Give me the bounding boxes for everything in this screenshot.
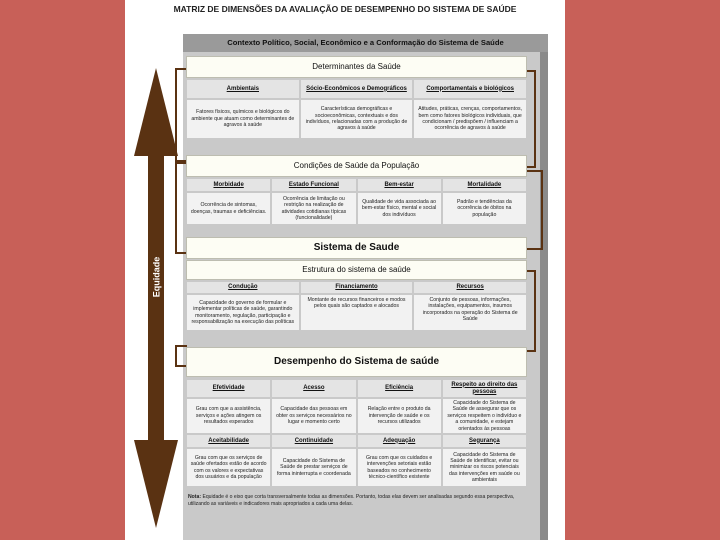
equity-label-wrap	[144, 248, 168, 306]
performance-seguranca-desc: Capacidade do Sistema de Saúde de identificar, evitar ou minimizar os riscos potenciais das intervenções em saúde ou ambientais	[443, 449, 526, 486]
condition-estado-funcional-header: Estado Funcional	[272, 179, 355, 191]
right-bracket-determinants	[526, 70, 536, 168]
structure-financiamento-header: Financiamento	[301, 282, 413, 293]
performance-eficiencia-desc: Relação entre o produto da intervenção de saúde e os recursos utilizados	[358, 399, 441, 433]
performance-title: Desempenho do Sistema de saúde	[187, 348, 526, 376]
right-bracket-structure	[526, 270, 536, 352]
performance-acesso-header: Acesso	[272, 380, 355, 397]
right-bracket-system	[526, 170, 543, 250]
performance-adequacao-header: Adequação	[358, 435, 441, 447]
determinant-socioeconomicos-desc: Características demográficas e socioeconômicas, contextuais e dos indivíduos, relacionadas com a produção de agravos à saúde	[301, 100, 413, 138]
determinant-ambientais-desc: Fatores físicos, químicos e biológicos do ambiente que atuam como determinantes de agravos à saúde	[187, 100, 299, 138]
structure-grid	[187, 282, 526, 330]
performance-efetividade-desc: Grau com que a assistência, serviços e ações atingem os resultados esperados	[187, 399, 270, 433]
performance-seguranca-header: Segurança	[443, 435, 526, 447]
performance-grid	[187, 380, 526, 486]
footnote-text: Equidade é o eixo que corta transversalmente todas as dimensões. Portanto, todas elas devem ser analisadas segundo essa perspectiva, utilizando as variáveis e indicadores mais apropriados a cada uma delas.	[188, 494, 515, 508]
structure-financiamento-desc: Montante de recursos financeiros e modos pelos quais são captados e alocados	[301, 295, 413, 330]
structure-title: Estrutura do sistema de saúde	[187, 261, 526, 279]
performance-aceitabilidade-desc: Grau com que os serviços de saúde ofertados estão de acordo com os valores e expectativas dos usuários e da população	[187, 449, 270, 486]
performance-continuidade-desc: Capacidade do Sistema de Saúde de prestar serviços de forma ininterrupta e coordenada	[272, 449, 355, 486]
determinant-ambientais-header: Ambientais	[187, 80, 299, 98]
condition-estado-funcional-desc: Ocorrência de limitação ou restrição na realização de atividades cotidianas típicas (funcionalidade)	[272, 193, 355, 224]
condition-bem-estar-header: Bem-estar	[358, 179, 441, 191]
left-bracket-determinants	[175, 68, 187, 162]
performance-respeito-desc: Capacidade do Sistema de Saúde de assegurar que os serviços respeitem o indivíduo e a comunidade, e estejam orientados às pessoas	[443, 399, 526, 433]
performance-aceitabilidade-header: Aceitabilidade	[187, 435, 270, 447]
equity-label: Equidade	[151, 256, 162, 298]
footnote	[188, 494, 533, 508]
conditions-title: Condições de Saúde da População	[187, 156, 526, 176]
determinants-title: Determinantes da Saúde	[187, 57, 526, 77]
determinant-comportamentais-header: Comportamentais e biológicos	[414, 80, 526, 98]
health-system-title: Sistema de Saude	[187, 238, 526, 258]
condition-morbidade-header: Morbidade	[187, 179, 270, 191]
conditions-grid	[187, 179, 526, 224]
condition-bem-estar-desc: Qualidade de vida associada ao bem-estar físico, mental e social dos indivíduos	[358, 193, 441, 224]
condition-morbidade-desc: Ocorrência de sintomas, doenças, traumas e deficiências.	[187, 193, 270, 224]
performance-respeito-header: Respeito ao direito das pessoas	[443, 380, 526, 397]
performance-acesso-desc: Capacidade das pessoas em obter os serviços necessários no lugar e momento certo	[272, 399, 355, 433]
determinant-socioeconomicos-header: Sócio-Econômicos e Demográficos	[301, 80, 413, 98]
condition-mortalidade-header: Mortalidade	[443, 179, 526, 191]
structure-conducao-header: Condução	[187, 282, 299, 293]
performance-eficiencia-header: Eficiência	[358, 380, 441, 397]
condition-mortalidade-desc: Padrão e tendências da ocorrência de óbitos na população	[443, 193, 526, 224]
structure-recursos-desc: Conjunto de pessoas, informações, instalações, equipamentos, insumos incorporados na operação do Sistema de Saúde	[414, 295, 526, 330]
page-title: MATRIZ DE DIMENSÕES DA AVALIAÇÃO DE DESEMPENHO DO SISTEMA DE SAÚDE	[173, 4, 517, 14]
performance-adequacao-desc: Grau com que os cuidados e intervenções setoriais estão baseados no conhecimento técnico-científico existente	[358, 449, 441, 486]
performance-efetividade-header: Efetividade	[187, 380, 270, 397]
footnote-label: Nota:	[188, 494, 202, 500]
determinants-grid	[187, 80, 526, 138]
left-bracket-conditions	[175, 162, 187, 254]
left-bracket-performance	[175, 345, 187, 367]
matrix-block-side	[540, 34, 548, 540]
determinant-comportamentais-desc: Atitudes, práticas, crenças, comportamentos, bem como fatores biológicos individuais, que condicionam / predispõem / influenciam a ocorrência de agravos à saúde	[414, 100, 526, 138]
structure-conducao-desc: Capacidade do governo de formular e implementar políticas de saúde, garantindo monitoramento, regulação, participação e responsabilização na execução das políticas	[187, 295, 299, 330]
context-header: Contexto Político, Social, Econômico e a Conformação do Sistema de Saúde	[183, 34, 548, 52]
structure-recursos-header: Recursos	[414, 282, 526, 293]
performance-continuidade-header: Continuidade	[272, 435, 355, 447]
